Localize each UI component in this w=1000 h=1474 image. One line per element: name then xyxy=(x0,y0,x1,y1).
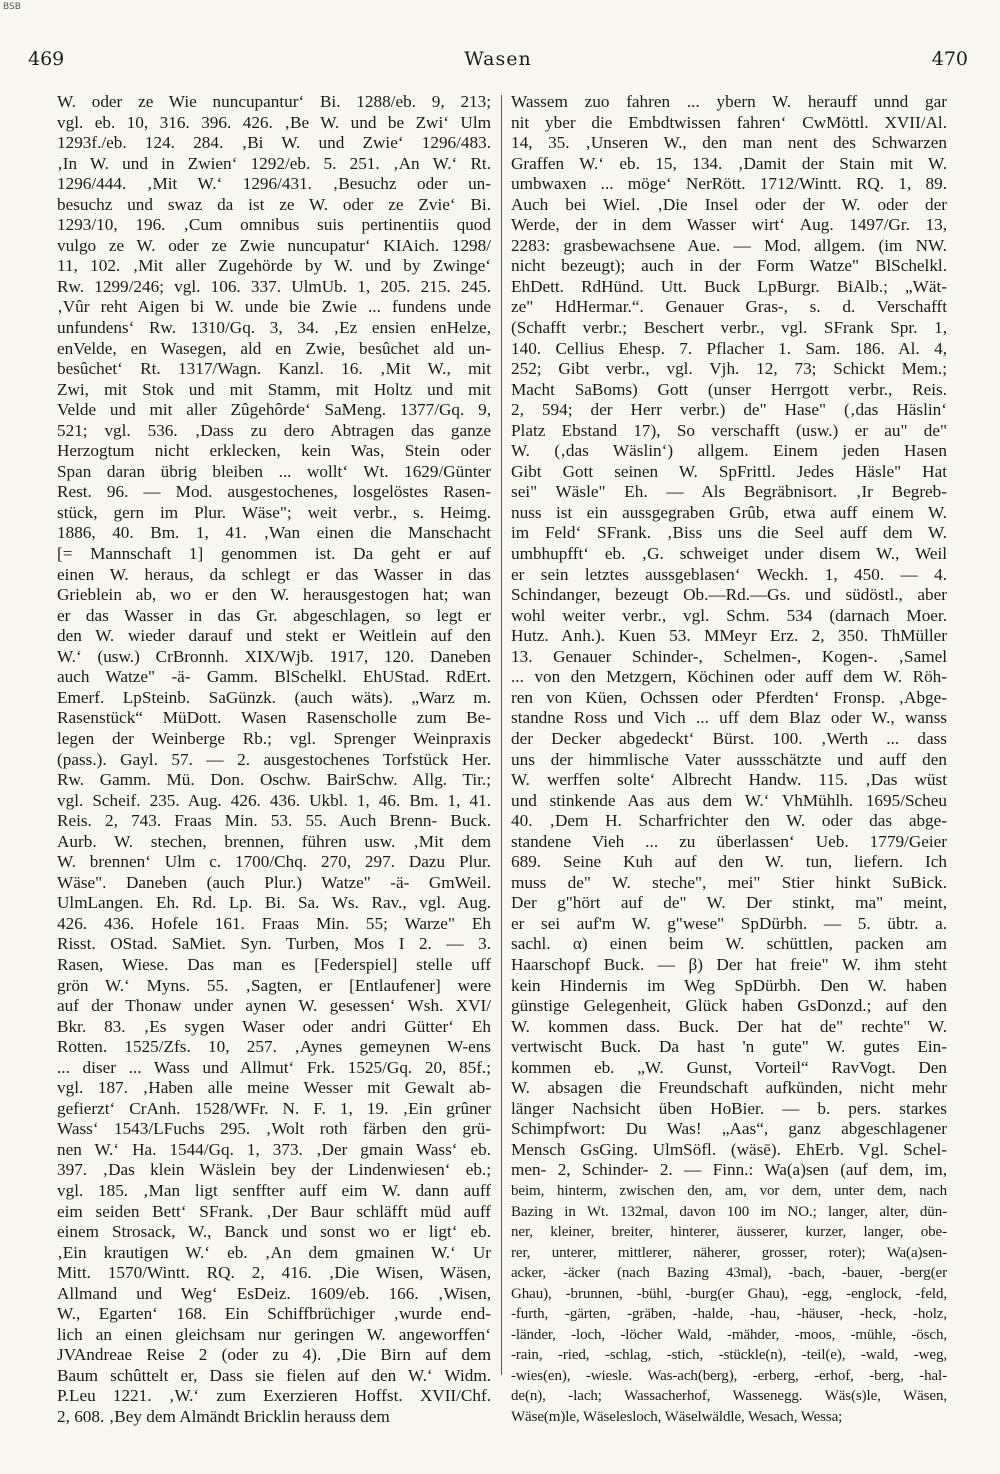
column-divider xyxy=(501,95,502,1375)
text-line: 2283: grasbewachsene Aue. — Mod. allgem. (im NW. xyxy=(511,235,947,255)
text-line: nen W.‘ Ha. 1544/Gq. 1, 373. ‚Der gmain Wass‘ eb. xyxy=(57,1139,491,1159)
text-line: besuchz und swaz da ist ze W. oder ze Zvie‘ Bi. xyxy=(57,194,491,214)
text-line: 1886, 40. Bm. 1, 41. ‚Wan einen die Manschacht xyxy=(57,523,491,543)
text-line: uns der himmlische Vater aussschätzte und auff den xyxy=(511,749,947,769)
text-line: umbwaxen ... möge‘ NerRött. 1712/Wintt. RQ. 1, 89. xyxy=(511,174,947,194)
text-line: ‚Ein krautigen W.‘ eb. ‚An dem gmainen W.‘ Ur xyxy=(57,1242,491,1262)
text-line: de(n), -lach; Wassacherhof, Wassenegg. Wäs(s)le, Wäsen, xyxy=(511,1388,947,1405)
text-line: W. (‚das Wäslin‘) allgem. Einem jeden Hasen xyxy=(511,441,947,461)
text-line: im Feld‘ SFrank. ‚Biss uns die Seel auff dem W. xyxy=(511,523,947,543)
text-line: gefierzt‘ CrAnh. 1528/WFr. N. F. 1, 19. ‚Ein grûner xyxy=(57,1098,491,1118)
text-line: 521; vgl. 536. ‚Dass zu dero Abtragen das ganze xyxy=(57,420,491,440)
text-line: besûchet‘ Rt. 1317/Wagn. Kanzl. 16. ‚Mit W., mit xyxy=(57,359,491,379)
text-line: Risst. OStad. SaMiet. Syn. Turben, Mos I 2. — 3. xyxy=(57,934,491,954)
text-line: Hutz. Anh.). Kuen 53. MMeyr Erz. 2, 350. ThMüller xyxy=(511,626,947,646)
text-line: Wäse". Daneben (auch Plur.) Watze" -ä- GmWeil. xyxy=(57,872,491,892)
text-line: Schindanger, bezeugt Ob.—Rd.—Gs. und südöstl., aber xyxy=(511,585,947,605)
text-line: ner, kleiner, breiter, hinterer, äusserer, kurzer, langer, obe- xyxy=(511,1224,947,1241)
text-line: W.‘ (usw.) CrBronnh. XIX/Wjb. 1917, 120. Daneben xyxy=(57,646,491,666)
text-line: Aurb. W. stechen, brennen, führen usw. ‚Mit dem xyxy=(57,831,491,851)
text-line: Reis. 2, 743. Fraas Min. 53. 55. Auch Brenn- Buck. xyxy=(57,811,491,831)
text-line: er das Wasser in das Gr. abgeschlagen, so legt er xyxy=(57,605,491,625)
text-line: lich an einen gleichsam nur geringen W. angeworffen‘ xyxy=(57,1324,491,1344)
text-line: 13. Genauer Schinder-, Schelmen-, Kogen-. ‚Samel xyxy=(511,646,947,666)
text-line: muss de" W. steche", mei" Stier hinkt SuBick. xyxy=(511,872,947,892)
text-line: ... von den Metzgern, Köchinen oder auff dem W. Röh- xyxy=(511,667,947,687)
text-line: wohl weiter verbr., vgl. Schm. 534 (darnach Moer. xyxy=(511,605,947,625)
text-line: (Schafft verbr.; Beschert verbr., vgl. SFrank Spr. 1, xyxy=(511,318,947,338)
text-line: auf der Thonaw under aynen W. gesessen‘ Wsh. XVI/ xyxy=(57,996,491,1016)
text-line: er sei auf'm W. g"wese" SpDürbh. — 5. übtr. a. xyxy=(511,913,947,933)
text-line: sei" Wäsle" Eh. — Als Begräbnisort. ‚Ir Begreb- xyxy=(511,482,947,502)
text-line: W. oder ze Wie nuncupantur‘ Bi. 1288/eb. 9, 213; xyxy=(57,92,491,111)
text-line: -furth, -gärten, -gräben, -halde, -hau, -häuser, -heck, -holz, xyxy=(511,1306,947,1323)
text-line: 426. 436. Hofele 161. Fraas Min. 55; Warze" Eh xyxy=(57,913,491,933)
text-line: Grieblein ab, wo er den W. herausgestogen hat; wan xyxy=(57,585,491,605)
text-line: kommen eb. „W. Gunst, Vorteil“ RavVogt. Den xyxy=(511,1057,947,1077)
text-line: UlmLangen. Eh. Rd. Lp. Bi. Sa. Ws. Rav., vgl. Aug. xyxy=(57,893,491,913)
entry-title: Wasen xyxy=(464,48,532,70)
text-line: er sein letztes aussgeblasen‘ Weckh. 1, 450. — 4. xyxy=(511,564,947,584)
text-line: Rasenstück“ MüDott. Wasen Rasenscholle zum Be- xyxy=(57,708,491,728)
left-text-column xyxy=(57,92,491,1428)
text-line: -wies(en), -wiesle. Was-ach(berg), -erberg, -erhof, -berg, -hal- xyxy=(511,1367,947,1384)
text-line: ren von Küen, Ochssen oder Pferdten‘ Fronsp. ‚Abge- xyxy=(511,687,947,707)
text-line: W. brennen‘ Ulm c. 1700/Chq. 270, 297. Dazu Plur. xyxy=(57,852,491,872)
text-line: 1293/10, 196. ‚Cum omnibus suis pertinentiis quod xyxy=(57,215,491,235)
text-line: [= Mannschaft 1] genommen ist. Da geht er auf xyxy=(57,544,491,564)
text-line: Haarschopf Buck. — β) Der hat freie" W. ihm steht xyxy=(511,954,947,974)
text-line: nicht bezeugt); auch in der Form Watze" BlSchelkl. xyxy=(511,256,947,276)
text-line: Macht SaBoms) Gott (unser Herrgott verbr., Reis. xyxy=(511,379,947,399)
text-line: einem Strosack, W., Banck und sonst wo er ligt‘ eb. xyxy=(57,1222,491,1242)
text-line: vertwischt Buck. Da hast 'n gute" W. gutes Ein- xyxy=(511,1037,947,1057)
text-line: einen W. heraus, da schlegt er das Wasser in das xyxy=(57,564,491,584)
text-line: Werde, der in dem Wasser wirt‘ Aug. 1497/Gr. 13, xyxy=(511,215,947,235)
text-line: Der g"hört auf de" W. Der stinkt, ma" meint, xyxy=(511,893,947,913)
text-line: 689. Seine Kuh auf den W. tun, liefern. Ich xyxy=(511,852,947,872)
text-line: W. kommen dass. Buck. Der hat de" rechte" W. xyxy=(511,1016,947,1036)
text-line: vgl. Scheif. 235. Aug. 426. 436. Ukbl. 1, 46. Bm. 1, 41. xyxy=(57,790,491,810)
text-line: Wassem zuo fahren ... ybern W. herauff unnd gar xyxy=(511,92,947,111)
text-line: kein Hindernis im Weg SpDürbh. Den W. haben xyxy=(511,975,947,995)
text-line: Velde und mit aller Zûgehôrde‘ SaMeng. 1377/Gq. 9, xyxy=(57,400,491,420)
text-line: grön W.‘ Myns. 55. ‚Sagten, er [Entlaufener] were xyxy=(57,975,491,995)
text-line: EhDett. RdHünd. Utt. Buck LpBurgr. BiAlb.; „Wät- xyxy=(511,276,947,296)
text-line: auch Watze" -ä- Gamm. BlSchelkl. EhUStad. RdErt. xyxy=(57,667,491,687)
right-column-number: 470 xyxy=(931,48,968,70)
text-line: JVAndreae Reise 2 (oder zu 4). ‚Die Birn auf dem xyxy=(57,1345,491,1365)
text-line: unfundens‘ Rw. 1310/Gq. 3, 34. ‚Ez ensien enHelze, xyxy=(57,318,491,338)
text-line: 1296/444. ‚Mit W.‘ 1296/431. ‚Besuchz oder un- xyxy=(57,174,491,194)
text-line: und stinkende Aas aus dem W.‘ VhMühlh. 1695/Scheu xyxy=(511,790,947,810)
text-line: W. absagen die Freundschaft aufkünden, nicht mehr xyxy=(511,1078,947,1098)
text-line: günstige Gelegenheit, Glück haben GsDonzd.; auf den xyxy=(511,996,947,1016)
text-line: Gibt Gott seinen W. SpFrittl. Jedes Häsle" Hat xyxy=(511,461,947,481)
text-line: ‚Vûr reht Aigen bi W. unde bie Zwie ... fundens unde xyxy=(57,297,491,317)
text-line: 140. Cellius Ehesp. 7. Pflacher 1. Sam. 186. Al. 4, xyxy=(511,338,947,358)
text-line: Emerf. LpSteinb. SaGünzk. (auch wäts). „Warz m. xyxy=(57,687,491,707)
text-line: Rest. 96. — Mod. ausgestochenes, losgelöstes Rasen- xyxy=(57,482,491,502)
text-line: Graffen W.‘ eb. 15, 134. ‚Damit der Stain mit W. xyxy=(511,153,947,173)
text-line: (pass.). Gayl. 57. — 2. ausgestochenes Torfstück Her. xyxy=(57,749,491,769)
text-line: vgl. 185. ‚Man ligt senffter auff eim W. dann auff xyxy=(57,1180,491,1200)
text-line: Zwi, mit Stok und mit Stamm, mit Holtz und mit xyxy=(57,379,491,399)
text-line: eim seiden Bett‘ SFrank. ‚Der Baur schläfft müd auff xyxy=(57,1201,491,1221)
text-line: 40. ‚Dem H. Scharfrichter den W. oder das abge- xyxy=(511,811,947,831)
text-line: enVelde, en Wasegen, ald en Zwie, besûchet ald un- xyxy=(57,338,491,358)
text-line: ‚In W. und in Zwien‘ 1292/eb. 5. 251. ‚An W.‘ Rt. xyxy=(57,153,491,173)
text-line: rer, unterer, mittlerer, näherer, grosser, roter); Wa(a)sen- xyxy=(511,1244,947,1261)
right-text-column xyxy=(511,92,947,1428)
text-line: men- 2, Schinder- 2. — Finn.: Wa(a)sen (auf dem, im, xyxy=(511,1160,947,1180)
text-line: nuss ist ein aussgegraben Grûb, etwa auff einem W. xyxy=(511,502,947,522)
text-line: Bazing in Wt. 132mal, davon 100 im NO.; langer, alter, dün- xyxy=(511,1203,947,1220)
text-line: 2, 594; der Herr verbr.) de" Hase" (‚das Häslin‘ xyxy=(511,400,947,420)
text-line: W., Egarten‘ 168. Ein Schiffbrüchiger ‚wurde end- xyxy=(57,1304,491,1324)
text-line: Baum schûttelt er, Dass sie fielen auf den W.‘ Widm. xyxy=(57,1365,491,1385)
page-header xyxy=(28,48,968,76)
text-line: länger Nachsicht üben HoBier. — b. pers. starkes xyxy=(511,1098,947,1118)
text-line: 1293f./eb. 124. 284. ‚Bi W. und Zwie‘ 1296/483. xyxy=(57,133,491,153)
text-line: umbhupfft‘ eb. ‚G. schweiget under disem W., Weil xyxy=(511,544,947,564)
text-line: Rasen, Wiese. Das man es [Federspiel] stelle uff xyxy=(57,954,491,974)
text-line: Herzogtum nicht erklecken, kein Was, Stein oder xyxy=(57,441,491,461)
library-stamp: BSB xyxy=(3,2,21,12)
text-line: acker, -äcker (nach Bazing 43mal), -bach, -bauer, -berg(er xyxy=(511,1265,947,1282)
text-line: Ghau), -brunnen, -bühl, -burg(er Ghau), -egg, -englock, -feld, xyxy=(511,1285,947,1302)
text-line: Schimpfwort: Du Was! „Aas“, ganz abgeschlagener xyxy=(511,1119,947,1139)
text-line: der Decker abgedeckt‘ Bürst. 100. ‚Werth ... dass xyxy=(511,728,947,748)
text-line: legen der Weinberge Rb.; vgl. Sprenger Weinpraxis xyxy=(57,728,491,748)
text-line: Bkr. 83. ‚Es sygen Waser oder andri Gütter‘ Eh xyxy=(57,1016,491,1036)
text-line: ... diser ... Wass und Allmut‘ Frk. 1525/Gq. 20, 85f.; xyxy=(57,1057,491,1077)
text-line: vgl. 187. ‚Haben alle meine Wesser mit Gewalt ab- xyxy=(57,1078,491,1098)
text-line: vgl. eb. 10, 316. 396. 426. ‚Be W. und be Zwi‘ Ulm xyxy=(57,112,491,132)
text-line: Rw. 1299/246; vgl. 106. 337. UlmUb. 1, 205. 215. 245. xyxy=(57,276,491,296)
text-line: Mensch GsGing. UlmSöfl. (wäsē). EhErb. Vgl. Schel- xyxy=(511,1139,947,1159)
text-line: sachl. α) einen beim W. schüttlen, packen am xyxy=(511,934,947,954)
left-column-number: 469 xyxy=(28,48,65,70)
text-line: Rw. Gamm. Mü. Don. Oschw. BairSchw. Allg. Tir.; xyxy=(57,770,491,790)
text-line: 11, 102. ‚Mit aller Zugehörde by W. und by Zwinge‘ xyxy=(57,256,491,276)
text-line: 397. ‚Das klein Wäslein bey der Lindenwiesen‘ eb.; xyxy=(57,1160,491,1180)
text-line: standne Ross und Vich ... uff dem Blaz oder W., wanss xyxy=(511,708,947,728)
text-line: vulgo ze W. oder ze Zwie nuncupatur‘ KIAich. 1298/ xyxy=(57,235,491,255)
text-line: standene Vieh ... zu überlassen‘ Ueb. 1779/Geier xyxy=(511,831,947,851)
text-line: Mitt. 1570/Wintt. RQ. 2, 416. ‚Die Wisen, Wäsen, xyxy=(57,1263,491,1283)
text-line: W. werffen solte‘ Albrecht Handw. 115. ‚Das wüst xyxy=(511,770,947,790)
text-line: 2, 608. ‚Bey dem Almändt Bricklin herauss dem xyxy=(57,1407,390,1426)
text-line: Platz Ebstand 17), So verschafft (usw.) er au" de" xyxy=(511,420,947,440)
text-line: stück, gern im Plur. Wäse"; weit verbr., s. Heimg. xyxy=(57,502,491,522)
text-line: ze" HdHermar.“. Genauer Gras-, s. d. Verschafft xyxy=(511,297,947,317)
text-line: Allmand und Weg‘ EsDeiz. 1609/eb. 166. ‚Wisen, xyxy=(57,1283,491,1303)
text-line: 252; Gibt verbr., vgl. Vjh. 12, 73; Schickt Mem.; xyxy=(511,359,947,379)
text-line: beim, hinterm, zwischen den, am, vor dem, unter dem, nach xyxy=(511,1182,947,1199)
text-line: Span daran übrig bleiben ... wollt‘ Wt. 1629/Günter xyxy=(57,461,491,481)
text-line: den W. wieder darauf und stekt er Weitlein auf den xyxy=(57,626,491,646)
text-line: Wäse(m)le, Wäselesloch, Wäselwäldle, Wesach, Wessa; xyxy=(511,1409,843,1425)
text-line: -rain, -ried, -schlag, -stich, -stückle(n), -teil(e), -wald, -weg, xyxy=(511,1347,947,1364)
text-line: P.Leu 1221. ‚W.‘ zum Exerzieren Hoffst. XVII/Chf. xyxy=(57,1386,491,1406)
text-line: nit yber die Embdtwissen fahren‘ CwMöttl. XVII/Al. xyxy=(511,112,947,132)
text-line: Rotten. 1525/Zfs. 10, 257. ‚Aynes gemeynen W-ens xyxy=(57,1037,491,1057)
text-line: -länder, -loch, -löcher Wald, -mähder, -moos, -mühle, -ösch, xyxy=(511,1326,947,1343)
text-line: 14, 35. ‚Unseren W., den man nent des Schwarzen xyxy=(511,133,947,153)
text-line: Auch bei Wiel. ‚Die Insel oder der W. oder der xyxy=(511,194,947,214)
text-line: Wass‘ 1543/LFuchs 295. ‚Wolt roth färben den grü- xyxy=(57,1119,491,1139)
